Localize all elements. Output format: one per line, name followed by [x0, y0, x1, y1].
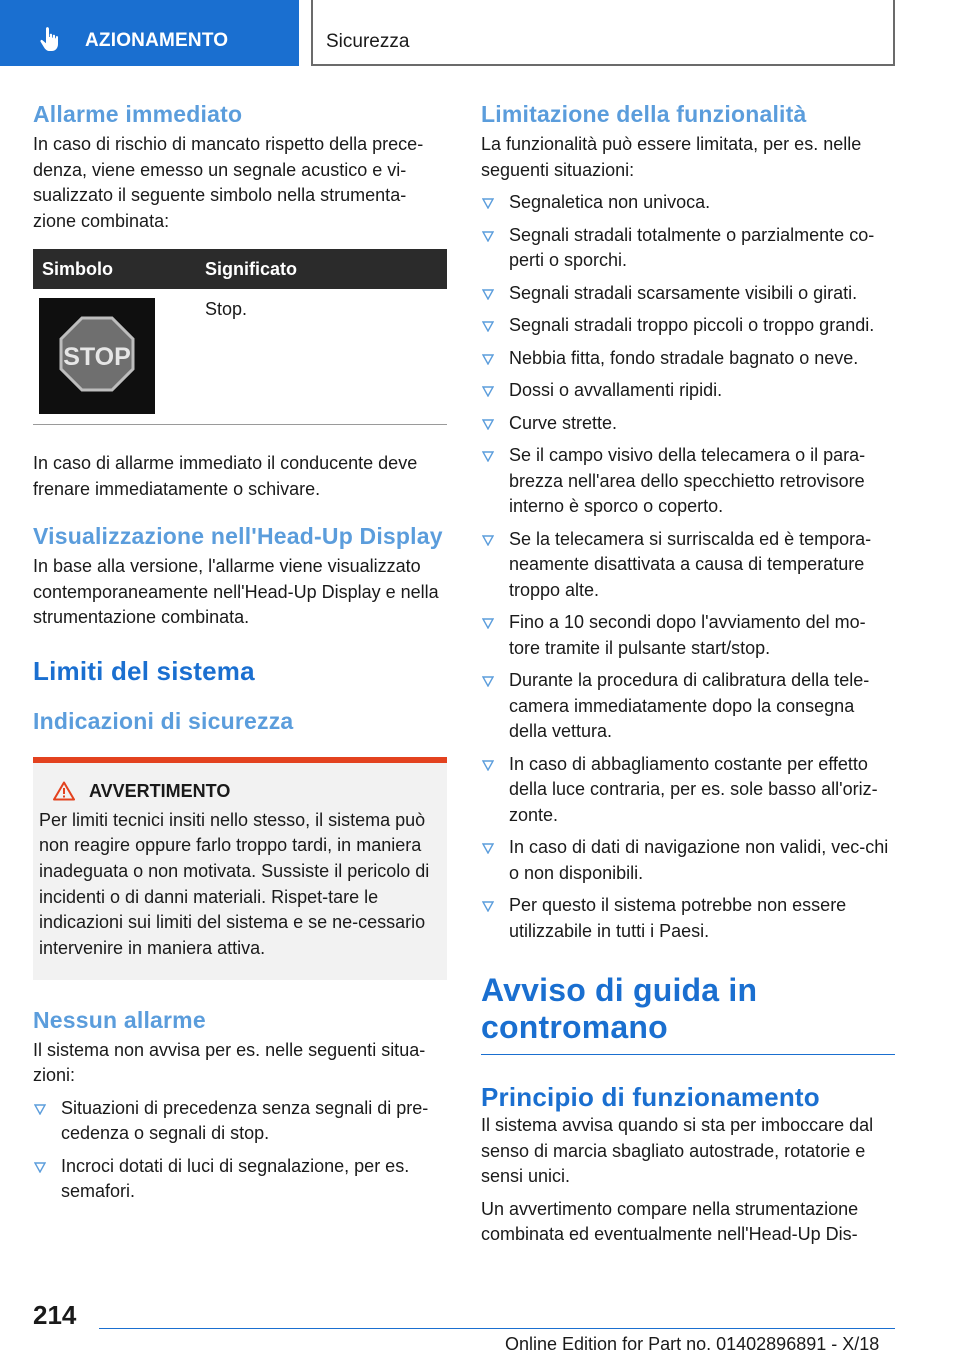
- heading-hud: Visualizzazione nell'Head-Up Display: [33, 523, 443, 549]
- stop-sign-text: STOP: [63, 343, 131, 371]
- col-meaning: Significato: [205, 258, 298, 279]
- paragraph-hud: In base alla versione, l'allarme viene visualizzato contemporaneamente nell'Head-Up Display e nella strumentazione combinata.: [33, 556, 439, 627]
- paragraph-limitation: La funzionalità può essere limitata, per es. nelle seguenti situazioni:: [481, 134, 862, 180]
- meaning-stop: Stop.: [205, 299, 248, 319]
- symbol-table: [33, 249, 447, 425]
- list-item: Curve strette.: [481, 411, 895, 437]
- heading-system-limits: Limiti del sistema: [33, 655, 255, 686]
- bullet-triangle-icon: [482, 198, 494, 209]
- warning-title-text: AVVERTIMENTO: [89, 780, 231, 801]
- paragraph-principle-1: Il sistema avvisa quando si sta per imboccare dal senso di marcia sbagliato autostrade, rotatorie e sensi unici.: [481, 1115, 874, 1186]
- list-item: Fino a 10 secondi dopo l'avviamento del mo-tore tramite il pulsante start/stop.: [481, 610, 895, 661]
- bullet-triangle-icon: [482, 901, 494, 912]
- list-item: Durante la procedura di calibratura della tele-camera immediatamente dopo la consegna della vettura.: [481, 668, 895, 745]
- list-item: Nebbia fitta, fondo stradale bagnato o neve.: [481, 346, 895, 372]
- paragraph-no-alarm: Il sistema non avvisa per es. nelle seguenti situa-zioni:: [33, 1039, 426, 1086]
- list-item: Se il campo visivo della telecamera o il para-brezza nell'area dello specchietto retrovisore interno è sporco o coperto.: [481, 443, 895, 520]
- list-item: Se la telecamera si surriscalda ed è tempora-neamente disattivata a causa di temperature troppo alte.: [481, 527, 895, 604]
- bullet-triangle-icon: [482, 618, 494, 629]
- list-item: Segnali stradali totalmente o parzialmente co-perti o sporchi.: [481, 223, 895, 274]
- heading-immediate-alarm: Allarme immediato: [33, 101, 243, 127]
- left-column: [33, 100, 447, 1212]
- list-item: Incroci dotati di luci di segnalazione, per es. semafori.: [33, 1154, 447, 1205]
- bullet-triangle-icon: [482, 321, 494, 332]
- footer-edition[interactable]: Online Edition for Part no. 01402896891 - X/18: [505, 1334, 880, 1354]
- warning-text: Per limiti tecnici insiti nello stesso, il sistema può non reagire oppure farlo troppo tardi, in maniera inadeguata o non motivata. Sussiste il pericolo di incidenti o di danni materiali. Rispet-tare le indicazioni sui limiti del sistema e se ne-cessario intervenire in maniera attiva.: [39, 809, 430, 959]
- warning-title: [39, 781, 439, 802]
- chapter-tab[interactable]: [0, 0, 299, 66]
- wrong-way-title-block: [481, 972, 895, 1055]
- section-label: Sicurezza: [326, 31, 410, 52]
- heading-limitation: Limitazione della funzionalità: [481, 101, 807, 127]
- heading-safety: Indicazioni di sicurezza: [33, 707, 294, 734]
- bullet-triangle-icon: [482, 843, 494, 854]
- list-item: Segnali stradali scarsamente visibili o girati.: [481, 281, 895, 307]
- bullet-triangle-icon: [482, 354, 494, 365]
- bullet-triangle-icon: [482, 289, 494, 300]
- bullet-triangle-icon: [482, 535, 494, 546]
- bullet-triangle-icon: [34, 1162, 46, 1173]
- bullet-triangle-icon: [482, 760, 494, 771]
- paragraph-brake: In caso di allarme immediato il conducente deve frenare immediatamente o schivare.: [33, 453, 418, 499]
- heading-principle: Principio di funzionamento: [481, 1082, 820, 1112]
- list-item: Dossi o avvallamenti ripidi.: [481, 378, 895, 404]
- bullet-triangle-icon: [482, 419, 494, 430]
- list-item: In caso di abbagliamento costante per effetto della luce contraria, per es. sole basso all'oriz-zonte.: [481, 752, 895, 829]
- list-item: Situazioni di precedenza senza segnali di pre-cedenza o segnali di stop.: [33, 1096, 447, 1147]
- col-symbol: Simbolo: [42, 258, 113, 279]
- paragraph-immediate-alarm: In caso di rischio di mancato rispetto della prece-denza, viene emesso un segnale acustico e vi-sualizzato il seguente simbolo nella strumenta-zione combinata:: [33, 134, 424, 231]
- stop-sign-icon: [39, 298, 155, 414]
- bullet-triangle-icon: [34, 1104, 46, 1115]
- list-item: In caso di dati di navigazione non validi, vec-chi o non disponibili.: [481, 835, 895, 886]
- table-row: [33, 289, 447, 425]
- hand-pointer-icon: [38, 26, 64, 52]
- limitation-list: [481, 190, 895, 944]
- bullet-triangle-icon: [482, 676, 494, 687]
- bullet-triangle-icon: [482, 451, 494, 462]
- page-number: 214: [33, 1300, 77, 1330]
- bullet-triangle-icon: [482, 386, 494, 397]
- footer-rule: [99, 1328, 895, 1329]
- list-item: Per questo il sistema potrebbe non essere utilizzabile in tutti i Paesi.: [481, 893, 895, 944]
- warning-box: [33, 757, 447, 980]
- right-column: [481, 100, 895, 1248]
- table-header: [33, 249, 447, 289]
- warning-triangle-icon: [53, 781, 75, 801]
- paragraph-principle-2: Un avvertimento compare nella strumentazione combinata ed eventualmente nell'Head-Up Dis-: [481, 1198, 859, 1244]
- no-alarm-list: [33, 1096, 447, 1205]
- heading-no-alarm: Nessun allarme: [33, 1006, 206, 1033]
- list-item: Segnaletica non univoca.: [481, 190, 895, 216]
- heading-wrong-way: Avviso di guida in contromano: [481, 972, 758, 1045]
- bullet-triangle-icon: [482, 231, 494, 242]
- list-item: Segnali stradali troppo piccoli o troppo grandi.: [481, 313, 895, 339]
- chapter-label: AZIONAMENTO: [85, 30, 229, 51]
